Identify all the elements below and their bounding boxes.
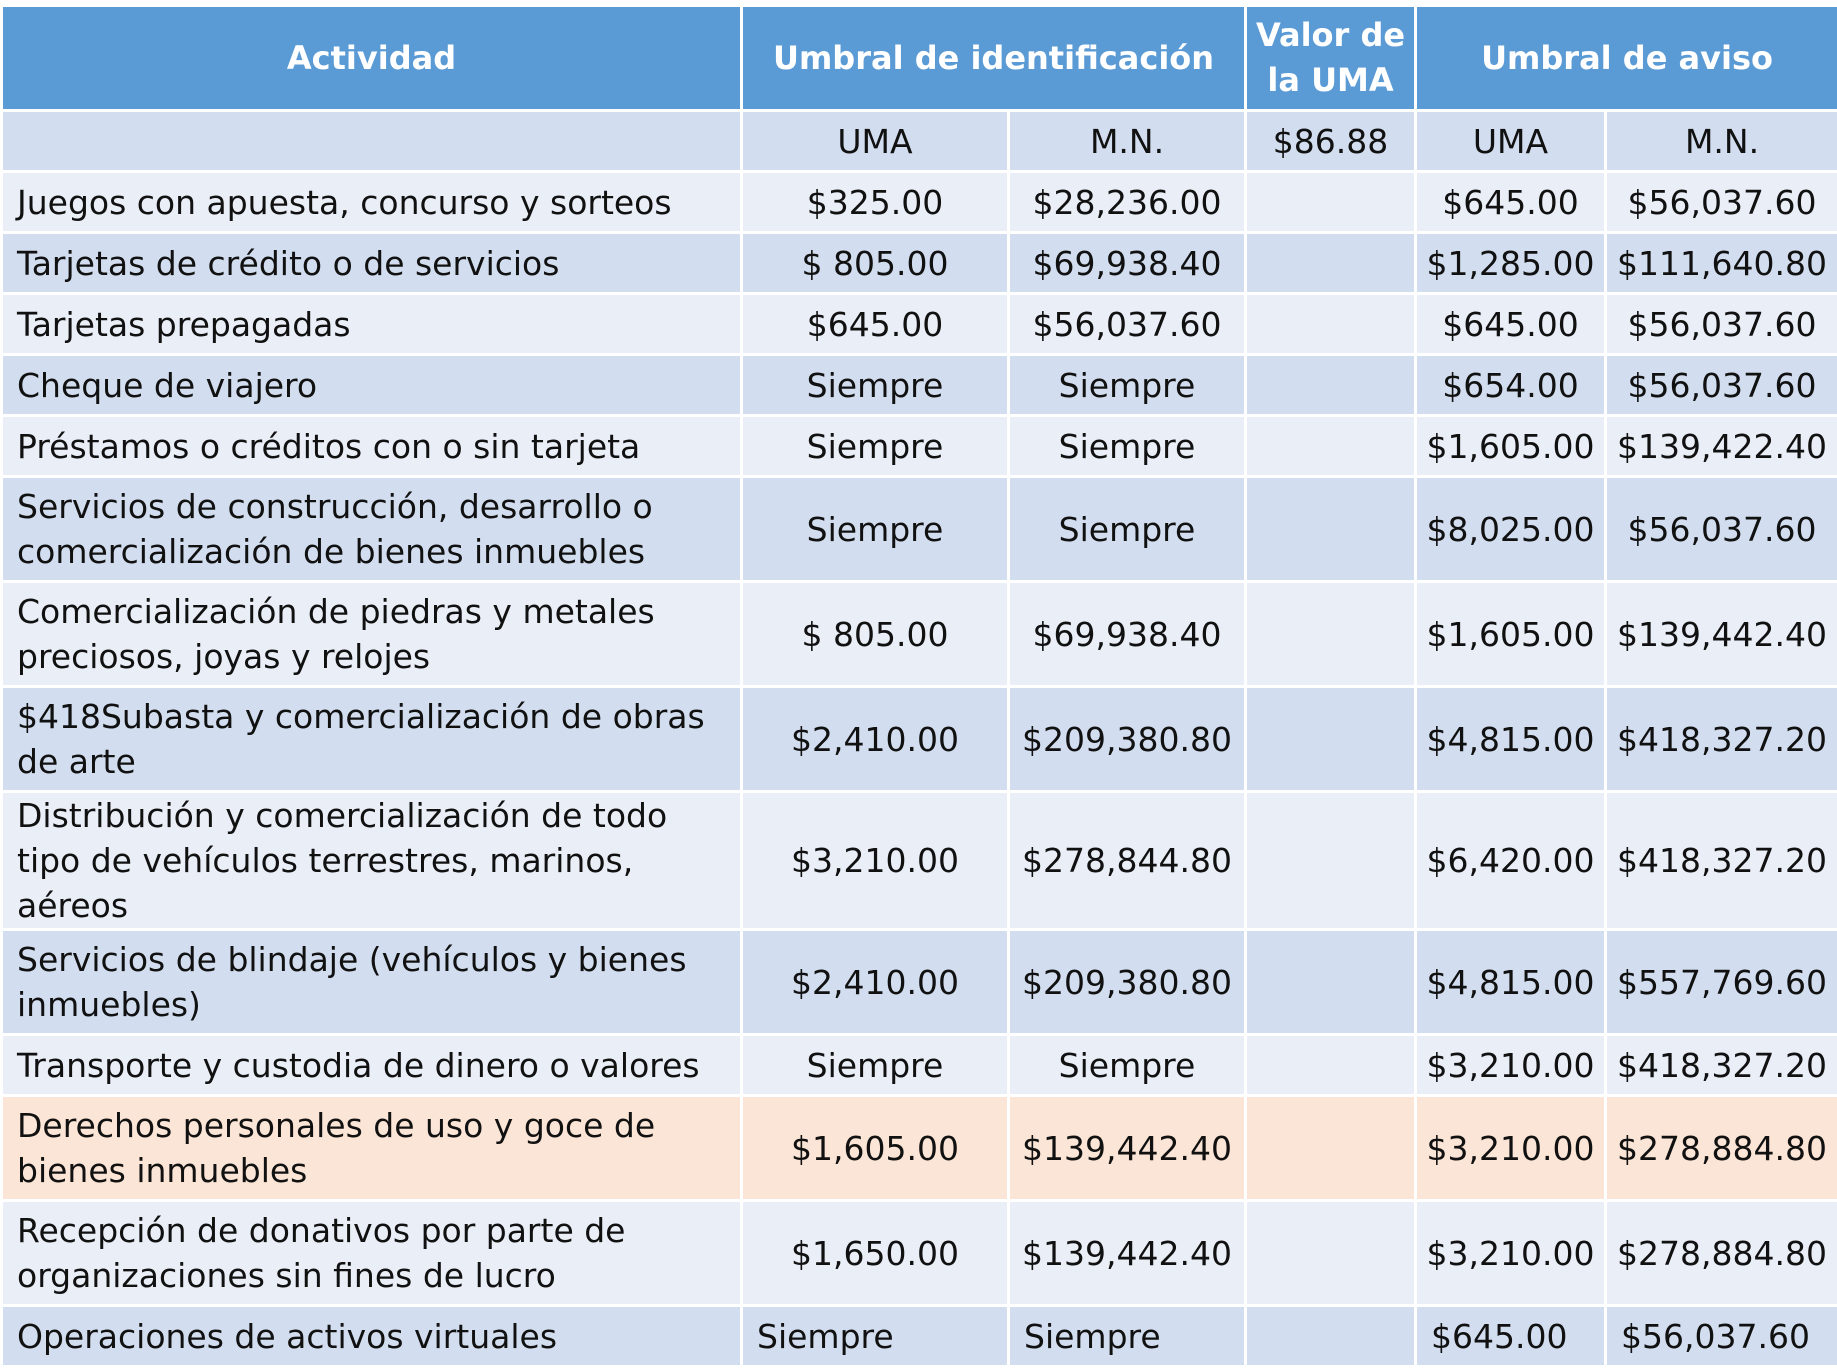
- cell-id-mn: $278,844.80: [1009, 792, 1246, 930]
- cell-valor-uma: [1246, 416, 1416, 477]
- cell-actividad: Tarjetas prepagadas: [2, 294, 742, 355]
- cell-aviso-uma: $4,815.00: [1416, 687, 1606, 792]
- table-row: [2, 477, 1837, 582]
- cell-valor-uma: [1246, 687, 1416, 792]
- cell-id-uma: Siempre: [742, 477, 1009, 582]
- cell-id-uma: Siempre: [742, 1035, 1009, 1096]
- cell-aviso-uma: $654.00: [1416, 355, 1606, 416]
- cell-actividad: Derechos personales de uso y goce de bienes inmuebles: [2, 1096, 742, 1201]
- cell-id-uma: $645.00: [742, 294, 1009, 355]
- cell-id-uma: $325.00: [742, 172, 1009, 233]
- cell-actividad: Juegos con apuesta, concurso y sorteos: [2, 172, 742, 233]
- table-row: [2, 792, 1837, 930]
- cell-aviso-mn: $418,327.20: [1606, 687, 1837, 792]
- cell-actividad: Préstamos o créditos con o sin tarjeta: [2, 416, 742, 477]
- cell-id-mn: $69,938.40: [1009, 233, 1246, 294]
- table-row: [2, 416, 1837, 477]
- cell-id-uma: $1,605.00: [742, 1096, 1009, 1201]
- cell-aviso-mn: $139,442.40: [1606, 582, 1837, 687]
- cell-aviso-mn: $278,884.80: [1606, 1096, 1837, 1201]
- cell-id-uma: Siempre: [742, 355, 1009, 416]
- cell-id-uma: $2,410.00: [742, 687, 1009, 792]
- cell-valor-uma: [1246, 792, 1416, 930]
- cell-valor-uma: [1246, 294, 1416, 355]
- table-row: [2, 233, 1837, 294]
- cell-id-uma: $2,410.00: [742, 930, 1009, 1035]
- table-row: [2, 1306, 1837, 1367]
- cell-valor-uma: [1246, 582, 1416, 687]
- cell-id-mn: Siempre: [1009, 355, 1246, 416]
- table-row: [2, 294, 1837, 355]
- cell-aviso-mn: $56,037.60: [1606, 294, 1837, 355]
- cell-aviso-uma: $1,285.00: [1416, 233, 1606, 294]
- subheader-valor-uma: $86.88: [1246, 111, 1416, 172]
- cell-aviso-uma: $3,210.00: [1416, 1035, 1606, 1096]
- header-actividad: Actividad: [2, 6, 742, 111]
- cell-aviso-uma: $1,605.00: [1416, 416, 1606, 477]
- cell-aviso-uma: $8,025.00: [1416, 477, 1606, 582]
- cell-valor-uma: [1246, 477, 1416, 582]
- cell-aviso-mn: $56,037.60: [1606, 1306, 1837, 1367]
- cell-actividad: Cheque de viajero: [2, 355, 742, 416]
- cell-valor-uma: [1246, 1035, 1416, 1096]
- cell-aviso-mn: $111,640.80: [1606, 233, 1837, 294]
- subheader-uma-aviso: UMA: [1416, 111, 1606, 172]
- cell-aviso-mn: $56,037.60: [1606, 477, 1837, 582]
- cell-id-mn: $69,938.40: [1009, 582, 1246, 687]
- cell-aviso-mn: $56,037.60: [1606, 172, 1837, 233]
- cell-id-mn: $56,037.60: [1009, 294, 1246, 355]
- table-row: [2, 582, 1837, 687]
- cell-aviso-uma: $3,210.00: [1416, 1096, 1606, 1201]
- subheader-uma-identificacion: UMA: [742, 111, 1009, 172]
- cell-id-mn: Siempre: [1009, 1306, 1246, 1367]
- cell-valor-uma: [1246, 1096, 1416, 1201]
- table-row-highlighted: [2, 1096, 1837, 1201]
- cell-actividad: $418Subasta y comercialización de obras de arte: [2, 687, 742, 792]
- cell-id-mn: Siempre: [1009, 1035, 1246, 1096]
- subheader-row: [2, 111, 1837, 172]
- cell-valor-uma: [1246, 172, 1416, 233]
- cell-id-mn: Siempre: [1009, 477, 1246, 582]
- cell-id-mn: $139,442.40: [1009, 1201, 1246, 1306]
- header-valor-uma: Valor de la UMA: [1246, 6, 1416, 111]
- cell-valor-uma: [1246, 1201, 1416, 1306]
- cell-aviso-mn: $418,327.20: [1606, 792, 1837, 930]
- cell-aviso-uma: $6,420.00: [1416, 792, 1606, 930]
- cell-id-uma: $ 805.00: [742, 582, 1009, 687]
- cell-id-uma: Siempre: [742, 1306, 1009, 1367]
- cell-actividad: Distribución y comercialización de todo tipo de vehículos terrestres, marinos, aéreos: [2, 792, 742, 930]
- cell-id-mn: $209,380.80: [1009, 687, 1246, 792]
- cell-valor-uma: [1246, 233, 1416, 294]
- cell-aviso-uma: $3,210.00: [1416, 1201, 1606, 1306]
- cell-valor-uma: [1246, 1306, 1416, 1367]
- header-umbral-identificacion: Umbral de identificación: [742, 6, 1246, 111]
- table-row: [2, 355, 1837, 416]
- header-umbral-aviso: Umbral de aviso: [1416, 6, 1837, 111]
- cell-aviso-mn: $278,884.80: [1606, 1201, 1837, 1306]
- cell-actividad: Tarjetas de crédito o de servicios: [2, 233, 742, 294]
- cell-actividad: Operaciones de activos virtuales: [2, 1306, 742, 1367]
- cell-id-mn: $28,236.00: [1009, 172, 1246, 233]
- cell-id-mn: $209,380.80: [1009, 930, 1246, 1035]
- cell-aviso-uma: $4,815.00: [1416, 930, 1606, 1035]
- subheader-mn-aviso: M.N.: [1606, 111, 1837, 172]
- cell-id-mn: Siempre: [1009, 416, 1246, 477]
- cell-aviso-mn: $418,327.20: [1606, 1035, 1837, 1096]
- cell-aviso-mn: $56,037.60: [1606, 355, 1837, 416]
- cell-aviso-uma: $645.00: [1416, 1306, 1606, 1367]
- subheader-mn-identificacion: M.N.: [1009, 111, 1246, 172]
- cell-actividad: Transporte y custodia de dinero o valores: [2, 1035, 742, 1096]
- umbrales-table: [0, 4, 1837, 1368]
- cell-valor-uma: [1246, 355, 1416, 416]
- cell-actividad: Comercialización de piedras y metales preciosos, joyas y relojes: [2, 582, 742, 687]
- cell-actividad: Servicios de blindaje (vehículos y bienes inmuebles): [2, 930, 742, 1035]
- cell-actividad: Servicios de construcción, desarrollo o comercialización de bienes inmuebles: [2, 477, 742, 582]
- cell-aviso-uma: $645.00: [1416, 294, 1606, 355]
- cell-id-mn: $139,442.40: [1009, 1096, 1246, 1201]
- cell-valor-uma: [1246, 930, 1416, 1035]
- cell-actividad: Recepción de donativos por parte de organizaciones sin fines de lucro: [2, 1201, 742, 1306]
- cell-aviso-uma: $1,605.00: [1416, 582, 1606, 687]
- cell-id-uma: $ 805.00: [742, 233, 1009, 294]
- cell-id-uma: Siempre: [742, 416, 1009, 477]
- table-row: [2, 1201, 1837, 1306]
- cell-aviso-mn: $557,769.60: [1606, 930, 1837, 1035]
- table-row: [2, 1035, 1837, 1096]
- cell-aviso-mn: $139,422.40: [1606, 416, 1837, 477]
- table-row: [2, 687, 1837, 792]
- cell-aviso-uma: $645.00: [1416, 172, 1606, 233]
- cell-id-uma: $3,210.00: [742, 792, 1009, 930]
- table-row: [2, 172, 1837, 233]
- header-row: [2, 6, 1837, 111]
- table-row: [2, 930, 1837, 1035]
- subheader-empty: [2, 111, 742, 172]
- cell-id-uma: $1,650.00: [742, 1201, 1009, 1306]
